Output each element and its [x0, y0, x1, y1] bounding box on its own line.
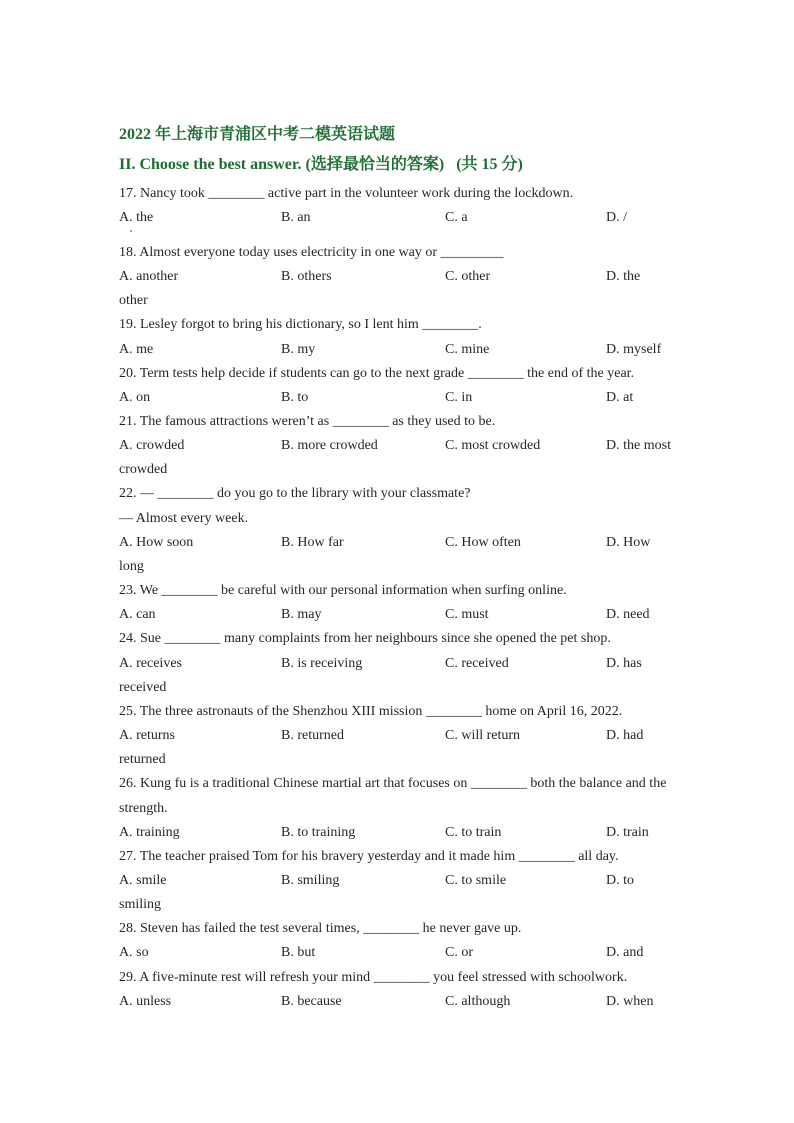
option-label: B. [281, 210, 294, 226]
option-text: when [623, 993, 654, 1009]
option-b [281, 338, 445, 362]
option-label: D. [606, 341, 620, 357]
option-text: the [136, 210, 154, 226]
document-body [119, 123, 675, 1014]
option-c [445, 821, 606, 845]
section-heading: II. Choose the best answer. (选择最恰当的答案) (共 15 分) [119, 156, 523, 173]
option-d [606, 210, 627, 225]
option-b [281, 724, 445, 748]
option-label: B. [281, 607, 294, 623]
option-label: B. [281, 341, 294, 357]
option-text: an [297, 210, 311, 226]
option-d [606, 656, 642, 671]
question-item [119, 700, 675, 772]
option-label: C. [445, 655, 458, 671]
question-stem: 26. Kung fu is a traditional Chinese martial art that focuses on ________ both the balance and the strength. [119, 776, 667, 816]
question-item [119, 966, 675, 1014]
option-label: D. [606, 824, 620, 840]
option-c [445, 206, 606, 230]
option-label: D. [606, 438, 620, 454]
question-stem: 18. Almost everyone today uses electricity in one way or _________ [119, 244, 504, 260]
option-label: A. [119, 945, 133, 961]
option-text: must [461, 607, 489, 623]
option-c [445, 652, 606, 676]
option-c [445, 990, 606, 1014]
question-item [119, 772, 675, 844]
question-item [119, 579, 675, 627]
option-text: other [461, 269, 491, 285]
option-text: at [623, 389, 634, 405]
options-row [119, 338, 675, 362]
question-stem: 23. We ________ be careful with our personal information when surfing online. [119, 583, 567, 599]
option-text: to train [461, 824, 502, 840]
option-d [606, 945, 643, 960]
question-item [119, 627, 675, 699]
option-text: to smile [461, 872, 507, 888]
option-text: smiling [297, 872, 340, 888]
option-text: myself [623, 341, 662, 357]
option-label: B. [281, 438, 294, 454]
option-b [281, 386, 445, 410]
option-c [445, 941, 606, 965]
option-text: although [461, 993, 511, 1009]
option-c [445, 386, 606, 410]
option-label: C. [445, 389, 458, 405]
option-b [281, 990, 445, 1014]
option-text: to [623, 872, 635, 888]
option-label: A. [119, 438, 133, 454]
option-label: A. [119, 655, 133, 671]
option-text: more crowded [297, 438, 378, 454]
option-label: B. [281, 993, 294, 1009]
option-d [606, 825, 649, 840]
question-item [119, 482, 675, 579]
option-label: C. [445, 534, 458, 550]
option-d [606, 535, 650, 550]
option-label: D. [606, 655, 620, 671]
option-label: D. [606, 269, 620, 285]
document-title: 2022 年上海市青浦区中考二模英语试题 [119, 126, 396, 143]
options-row [119, 941, 675, 965]
option-label: B. [281, 269, 294, 285]
option-text: need [623, 607, 650, 623]
option-text-continued: other [119, 293, 148, 309]
stray-dot-mark [130, 230, 132, 232]
question-stem: 24. Sue ________ many complaints from her neighbours since she opened the pet shop. [119, 631, 611, 647]
option-c [445, 869, 606, 893]
option-text: the most [623, 438, 671, 454]
options-row [119, 206, 675, 230]
option-a [119, 531, 281, 555]
option-d [606, 728, 643, 743]
option-d [606, 438, 671, 453]
option-label: C. [445, 269, 458, 285]
question-stem: 27. The teacher praised Tom for his bravery yesterday and it made him ________ all day. [119, 848, 619, 864]
option-text: crowded [136, 438, 185, 454]
option-label: A. [119, 341, 133, 357]
options-row [119, 531, 675, 555]
option-label: B. [281, 945, 294, 961]
option-b [281, 434, 445, 458]
option-label: D. [606, 872, 620, 888]
question-item [119, 241, 675, 313]
option-text: my [297, 341, 316, 357]
option-text: me [136, 341, 154, 357]
option-c [445, 531, 606, 555]
option-label: B. [281, 872, 294, 888]
question-item [119, 182, 675, 230]
option-text: returns [136, 728, 176, 744]
option-label: A. [119, 210, 133, 226]
option-text: How [623, 534, 651, 550]
options-row [119, 386, 675, 410]
options-row [119, 434, 675, 458]
question-stem: 22. — ________ do you go to the library with your classmate? [119, 486, 471, 502]
option-a [119, 724, 281, 748]
option-text: received [461, 655, 509, 671]
option-label: C. [445, 438, 458, 454]
option-b [281, 603, 445, 627]
option-b [281, 206, 445, 230]
option-label: A. [119, 728, 133, 744]
option-label: D. [606, 993, 620, 1009]
option-text: or [461, 945, 474, 961]
option-text: another [136, 269, 179, 285]
option-label: D. [606, 945, 620, 961]
question-stem: 20. Term tests help decide if students can go to the next grade ________ the end of the year. [119, 365, 635, 381]
option-text: How far [297, 534, 344, 550]
option-label: C. [445, 993, 458, 1009]
option-text: but [297, 945, 316, 961]
question-stem: 17. Nancy took ________ active part in the volunteer work during the lockdown. [119, 186, 574, 201]
option-c [445, 724, 606, 748]
option-text-continued: long [119, 558, 144, 574]
option-text: the [623, 269, 641, 285]
option-b [281, 265, 445, 289]
option-text: may [297, 607, 322, 623]
option-text: and [623, 945, 644, 961]
question-item [119, 362, 675, 410]
option-text: will return [461, 728, 521, 744]
option-d [606, 342, 661, 357]
option-text: train [623, 824, 649, 840]
question-stem: 21. The famous attractions weren’t as ________ as they used to be. [119, 414, 496, 429]
option-text-continued: smiling [119, 897, 162, 913]
option-label: D. [606, 210, 620, 226]
option-text: smile [136, 872, 167, 888]
option-label: C. [445, 872, 458, 888]
options-row [119, 724, 675, 748]
option-label: A. [119, 534, 133, 550]
option-label: C. [445, 607, 458, 623]
option-label: C. [445, 945, 458, 961]
option-c [445, 265, 606, 289]
option-text: How often [461, 534, 521, 550]
option-text: on [136, 389, 151, 405]
option-d [606, 269, 640, 284]
option-label: D. [606, 389, 620, 405]
option-c [445, 434, 606, 458]
options-row [119, 652, 675, 676]
option-a [119, 941, 281, 965]
option-label: A. [119, 993, 133, 1009]
option-c [445, 338, 606, 362]
option-label: B. [281, 389, 294, 405]
option-text: others [297, 269, 332, 285]
question-stem: 25. The three astronauts of the Shenzhou XIII mission ________ home on April 16, 2022. [119, 703, 623, 719]
option-d [606, 607, 650, 622]
option-a [119, 821, 281, 845]
option-a [119, 603, 281, 627]
option-b [281, 869, 445, 893]
option-c [445, 603, 606, 627]
options-row [119, 990, 675, 1014]
options-row [119, 821, 675, 845]
option-text: in [461, 389, 473, 405]
option-label: C. [445, 341, 458, 357]
question-item [119, 917, 675, 965]
question-item [119, 313, 675, 361]
option-d [606, 994, 653, 1009]
option-label: A. [119, 389, 133, 405]
option-a [119, 265, 281, 289]
option-label: B. [281, 824, 294, 840]
option-label: C. [445, 210, 458, 226]
option-label: D. [606, 534, 620, 550]
option-a [119, 386, 281, 410]
option-a [119, 338, 281, 362]
question-list [119, 182, 675, 1014]
option-d [606, 873, 634, 888]
option-text: / [623, 210, 628, 226]
option-d [606, 390, 633, 405]
option-text: to [297, 389, 309, 405]
option-a [119, 990, 281, 1014]
option-text: so [136, 945, 149, 961]
question-stem: 29. A five-minute rest will refresh your mind ________ you feel stressed with schoolwork. [119, 969, 628, 985]
option-text: is receiving [297, 655, 363, 671]
option-text: unless [136, 993, 172, 1009]
option-text-continued: returned [119, 752, 166, 768]
question-stem: 19. Lesley forgot to bring his dictionary, so I lent him ________. [119, 317, 482, 333]
option-text: How soon [136, 534, 194, 550]
option-label: B. [281, 534, 294, 550]
question-follow-up: — Almost every week. [119, 510, 249, 526]
option-a [119, 652, 281, 676]
option-text: can [136, 607, 156, 623]
options-row [119, 265, 675, 289]
option-b [281, 821, 445, 845]
option-text-continued: received [119, 679, 167, 695]
option-text: because [297, 993, 342, 1009]
option-text: training [136, 824, 180, 840]
option-label: A. [119, 607, 133, 623]
question-item [119, 845, 675, 917]
option-text: returned [297, 728, 344, 744]
option-text: has [623, 655, 642, 671]
option-label: C. [445, 824, 458, 840]
options-row [119, 603, 675, 627]
question-item [119, 410, 675, 482]
options-row [119, 869, 675, 893]
option-label: A. [119, 824, 133, 840]
option-text: most crowded [461, 438, 541, 454]
option-text: mine [461, 341, 490, 357]
option-text-continued: crowded [119, 462, 168, 478]
option-label: D. [606, 728, 620, 744]
question-stem: 28. Steven has failed the test several times, ________ he never gave up. [119, 921, 522, 937]
option-b [281, 531, 445, 555]
option-a [119, 206, 281, 230]
option-label: A. [119, 872, 133, 888]
option-text: to training [297, 824, 356, 840]
option-b [281, 652, 445, 676]
option-b [281, 941, 445, 965]
option-text: a [461, 210, 468, 226]
option-a [119, 434, 281, 458]
option-label: B. [281, 728, 294, 744]
option-text: had [623, 728, 644, 744]
option-label: B. [281, 655, 294, 671]
option-label: D. [606, 607, 620, 623]
option-label: A. [119, 269, 133, 285]
option-a [119, 869, 281, 893]
option-text: receives [136, 655, 182, 671]
option-label: C. [445, 728, 458, 744]
